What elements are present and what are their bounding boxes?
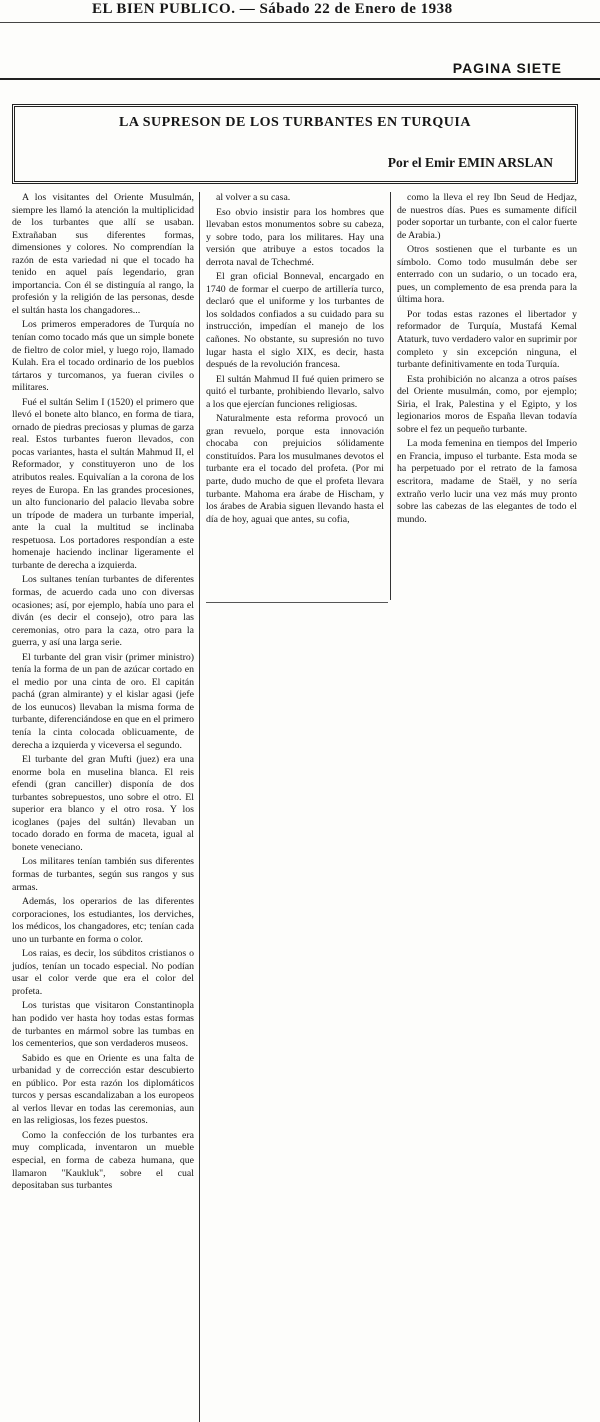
paragraph: Además, los operarios de las diferentes corporaciones, los estudiantes, los derviches, los médicos, los changadores, etc; tenían cada uno un turbante en forma o color. — [12, 896, 194, 945]
paragraph: Los sultanes tenían turbantes de diferentes formas, de acuerdo cada uno con diversas ocasiones; así, por ejemplo, había uno para el diván (es decir el consejo), otro para las ceremonias, otro para la caza, otro para la guerra, y así una larga serie. — [12, 574, 194, 649]
paragraph: Otros sostienen que el turbante es un símbolo. Como todo musulmán debe ser enterrado con un sudario, o un tocado era, pues, un complemento de esa prenda para la última hora. — [397, 244, 577, 306]
paragraph: El turbante del gran visir (primer ministro) tenía la forma de un pan de azúcar cortado en el medio por una cinta de oro. El capitán pachá (gran almirante) y el kislar agasi (jefe de los eunucos) llevaban la misma forma de turbante, diferenciándose en que en el primero tenía la cinta colocada oblicuamente, de derecha a izquierda y viceversa el segundo. — [12, 651, 194, 751]
paragraph: al volver a su casa. — [216, 192, 291, 203]
masthead-text: EL BIEN PUBLICO. — Sábado 22 de Enero de 1938 — [92, 1, 453, 17]
paragraph: Eso obvio insistir para los hombres que llevaban estos monumentos sobre su cabeza, y sobre todo, para los militares. Hay una versión que atribuye a estos tocados la derrota naval de Tchechmé. — [206, 206, 384, 268]
paragraph: Los militares tenían también sus diferentes formas de turbantes, según sus rangos y sus armas. — [12, 856, 194, 893]
column-divider — [390, 192, 391, 600]
page-number-label: PAGINA SIETE — [452, 60, 562, 76]
paragraph: Esta prohibición no alcanza a otros países del Oriente musulmán, como, por ejemplo; Siria, el Irak, Palestina y el Egipto, y los legionarios moros de España llevan todavía sobre el fez un pequeño turbante. — [397, 373, 577, 435]
paragraph: El sultán Mahmud II fué quien primero se quitó el turbante, prohibiendo llevarlo, salvo a los que ejercían funciones religiosas. — [206, 373, 384, 410]
paragraph: Los primeros emperadores de Turquía no tenían como tocado más que un simple bonete de fieltro de color miel, y luego rojo, llamado Kulah. Era el tocado ordinario de los pueblos tártaros y turcomanos, ya fueran civiles o militares. — [12, 319, 194, 394]
article-column-2 — [206, 192, 384, 592]
paragraph: Como la confección de los turbantes era muy complicada, inventaron un mueble especial, en forma de cabeza humana, que llamaron "Kaukluk", sobre el cual depositaban sus turbantes — [12, 1129, 194, 1192]
paragraph: La moda femenina en tiempos del Imperio en Francia, impuso el turbante. Esta moda se ha perpetuado por el retrato de la famosa escritora, madame de Staël, y no sería extraño verlo lucir una vez más muy pronto sobre las cabezas de las elegantes de todo el mundo. — [397, 438, 577, 525]
paragraph: Los turistas que visitaron Constantinopla han podido ver hasta hoy todas estas formas de turbantes en mármol sobre las tumbas en los cementerios, que son verdaderos museos. — [12, 1000, 194, 1050]
article-column-3 — [397, 192, 577, 592]
paragraph: Naturalmente esta reforma provocó un gran revuelo, porque esta innovación chocaba con prejuicios sólidamente constituídos. Para los musulmanes devotos el turbante era el tocado del profeta. (Por mi parte, dudo mucho de que el profeta llevara turbante. Mahoma era árabe de Hischam, y los árabes de Arabia siguen llevando hasta el día de hoy, aguai que antes, su cofia, — [206, 413, 384, 525]
column-divider — [199, 192, 200, 1422]
paragraph: Por todas estas razones el libertador y reformador de Turquía, Mustafá Kemal Ataturk, tuvo verdadero valor en suprimir por completo y sin excepción ninguna, el turbante definitivamente en toda Turquía. — [397, 308, 577, 371]
paragraph: El turbante del gran Mufti (juez) era una enorme bola en muselina blanca. El reis efendi (gran canciller) disponía de dos turbantes sobrepuestos, uno sobre el otro. El superior era blanco y el otro rosa. Y los icoglanes (pajes del sultán) llevaban un tocado dorado en forma de maceta, igual al bonete veneciano. — [12, 754, 194, 853]
article-headline-box — [12, 104, 578, 184]
paragraph: Fué el sultán Selim I (1520) el primero que llevó el bonete alto blanco, en forma de tiara, ornado de piedras preciosas y plumas de garza real. Estos turbantes fueron llevados, con pocas variantes, hasta el sultán Mahmud II, el Reformador, y constituyeron uno de los atributos reales. Equivalían a la corona de los reyes de Europa. En las grandes procesiones, un alto funcionario del palacio llevaba sobre un trípode de madera un turbante imperial, ante la cual la multitud se inclinaba respetuosa. Los portadores respondían a este homenaje haciendo inclinar ligeramente el turbante de derecha a izquierda. — [12, 396, 194, 571]
page-header-bar — [0, 58, 600, 80]
paragraph: A los visitantes del Oriente Musulmán, siempre les llamó la atención la multiplicidad de los turbantes que allí se usaban. Extrañaban sus diferentes formas, dimensiones y colores. No comprendían la razón de esta variedad ni que el tocado ha tenido en aquel país legendario, gran importancia. Con él se distinguía al rango, la profesión y la religión de las personas, desde el sultán hasta los changadores... — [12, 192, 194, 316]
paragraph: Los raias, es decir, los súbditos cristianos o judíos, tenían un tocado especial. No podían usar el color verde que era el color del profeta. — [12, 948, 194, 997]
column-end-rule — [206, 602, 388, 603]
newspaper-masthead — [0, 0, 600, 23]
paragraph: como la lleva el rey Ibn Seud de Hedjaz, de nuestros días. Pues es sumamente difícil poder soportar un turbante, con el calor fuerte de Arabia.) — [397, 192, 577, 241]
article-column-1 — [12, 192, 194, 1422]
article-byline: Por el Emir EMIN ARSLAN — [387, 155, 553, 170]
article-title: LA SUPRESON DE LOS TURBANTES EN TURQUIA — [119, 115, 471, 130]
paragraph: Sabido es que en Oriente es una falta de urbanidad y de corrección estar descubierto en público. Por esta razón los diplomáticos turcos y persas escandalizaban a los europeos al verlos llevar en todas las ceremonias, aun en las religiosas, los fezes puestos. — [12, 1052, 194, 1127]
paragraph: El gran oficial Bonneval, encargado en 1740 de formar el cuerpo de artillería turco, declaró que el uniforme y los turbantes de los soldados confiados a su cuidado para su instrucción, impedían el manejo de los cañones. No obstante, su supresión no tuvo lugar hasta el siglo XIX, es decir, hasta después de la revolución francesa. — [206, 271, 384, 371]
